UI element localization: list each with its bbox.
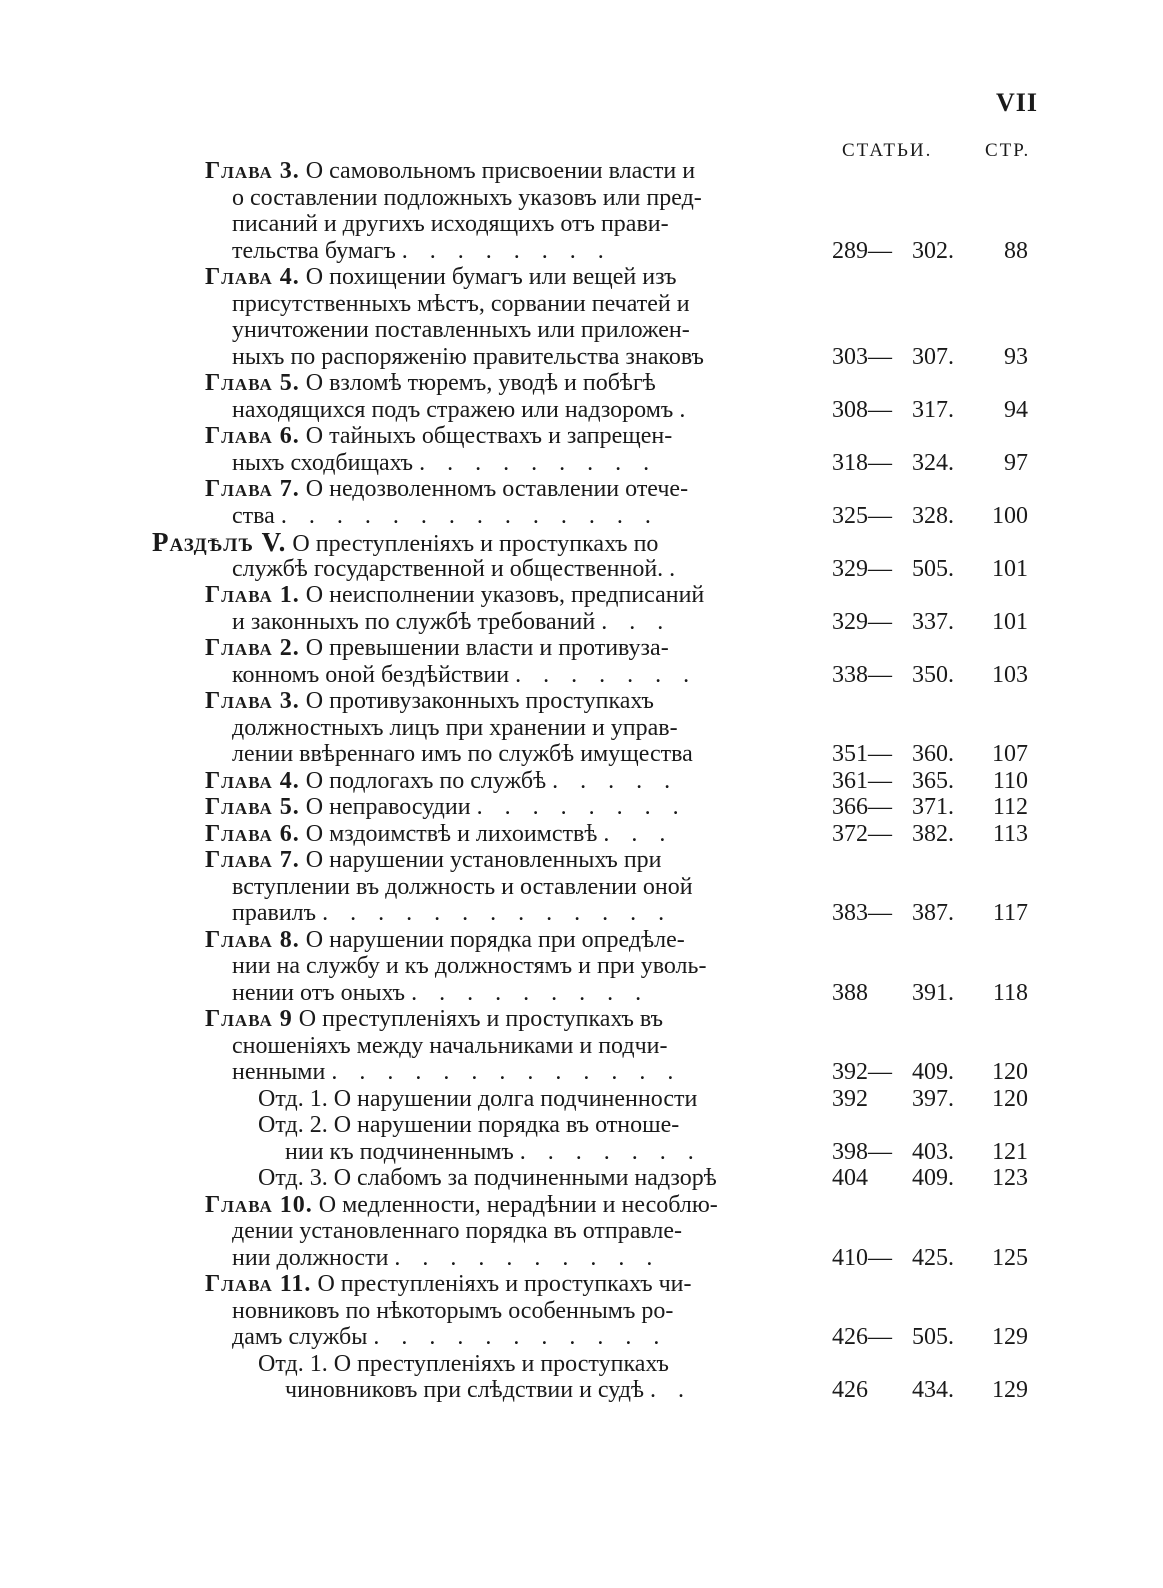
toc-line-text	[232, 1245, 798, 1272]
toc-line-text	[205, 847, 798, 874]
page-reference: 94	[1004, 396, 1028, 423]
toc-chapter-entry	[0, 370, 1163, 423]
toc-chapter-entry	[0, 794, 1163, 821]
entry-label: Глава 4.	[205, 767, 300, 794]
toc-line	[0, 1271, 1163, 1298]
toc-chapter-entry	[0, 821, 1163, 848]
article-range-start: 398—	[832, 1138, 892, 1165]
page-reference: 93	[1004, 343, 1028, 370]
entry-title-text: О подлогахъ по службѣ	[305, 767, 547, 794]
entry-title-text: О недозволенномъ оставлении отече-	[305, 476, 689, 502]
entry-title-text: О преступленіяхъ и проступкахъ	[333, 1350, 669, 1377]
toc-line	[0, 1112, 1163, 1139]
entry-title-text: тельства бумагъ	[232, 237, 396, 264]
entry-title-text: находящихся подъ стражею или надзоромъ .	[232, 396, 686, 423]
entry-label: Отд. 2.	[258, 1112, 328, 1138]
toc-line	[0, 397, 1163, 424]
toc-line	[0, 556, 1163, 583]
entry-title-text: О слабомъ за подчиненными надзорѣ	[333, 1165, 717, 1191]
article-range-start: 351—	[832, 741, 892, 767]
page-reference: 113	[992, 820, 1028, 847]
entry-title-text: О похищении бумагъ или вещей изъ	[305, 264, 677, 290]
article-range-end: 397.	[912, 1085, 954, 1112]
dot-leader: . . .	[603, 820, 674, 847]
toc-chapter-entry	[0, 1192, 1163, 1272]
toc-line	[0, 1086, 1163, 1113]
article-range-end: 328.	[912, 502, 954, 529]
article-range-start: 325—	[832, 502, 892, 529]
page-reference: 121	[992, 1138, 1028, 1165]
article-range-end: 371.	[912, 794, 954, 820]
toc-line	[0, 344, 1163, 371]
page-reference: 110	[992, 767, 1028, 794]
article-range-start: 289—	[832, 237, 892, 264]
entry-title-text: присутственныхъ мѣстъ, сорвании печатей и	[232, 290, 690, 317]
page-reference: 97	[1004, 449, 1028, 476]
entry-title-text: О превышении власти и противуза-	[305, 635, 669, 661]
toc-line	[0, 900, 1163, 927]
toc-subsection-entry	[0, 1165, 1163, 1192]
toc-line-text	[232, 874, 798, 901]
article-range-end: 409.	[912, 1059, 954, 1085]
toc-line	[0, 768, 1163, 795]
dot-leader: . . . . . . .	[515, 661, 698, 688]
entry-title-text: о составлении подложныхъ указовъ или пред-	[232, 184, 702, 211]
toc-subsection-entry	[0, 1086, 1163, 1113]
entry-title-text: новниковъ по нѣкоторымъ особеннымъ ро-	[232, 1297, 674, 1324]
article-range-end: 317.	[912, 396, 954, 423]
entry-title-text: О нарушении порядка въ отноше-	[333, 1112, 680, 1138]
page-reference: 129	[992, 1324, 1028, 1350]
toc-line-text	[232, 609, 798, 636]
toc-line-text	[232, 1324, 798, 1351]
page-reference: 120	[992, 1059, 1028, 1085]
toc-line-text	[232, 291, 798, 318]
toc-line	[0, 1139, 1163, 1166]
toc-section-entry	[0, 529, 1163, 582]
toc-line	[0, 211, 1163, 238]
page-number: VII	[995, 88, 1038, 117]
toc-line-text	[205, 423, 798, 450]
entry-label: Раздѣлъ V.	[152, 529, 287, 557]
article-range-start: 392	[832, 1085, 868, 1112]
article-range-end: 387.	[912, 900, 954, 926]
dot-leader: . .	[650, 1377, 692, 1403]
dot-leader: . . . . .	[552, 767, 679, 794]
entry-title-text: чиновниковъ при слѣдствии и судѣ	[285, 1377, 644, 1403]
toc-chapter-entry	[0, 423, 1163, 476]
entry-title-text: О противузаконныхъ проступкахъ	[305, 688, 654, 714]
article-range-start: 426	[832, 1377, 868, 1403]
article-range-end: 391.	[912, 979, 954, 1006]
toc-line	[0, 874, 1163, 901]
article-range-end: 302.	[912, 237, 954, 264]
dot-leader: . . . . . . . . . . . . .	[322, 900, 673, 926]
entry-title-text: уничтожении поставленныхъ или приложен-	[232, 317, 690, 343]
toc-line	[0, 953, 1163, 980]
dot-leader: . . . . . . . . . . . . . .	[280, 502, 659, 529]
toc-line	[0, 291, 1163, 318]
toc-line-text	[232, 980, 798, 1007]
entry-label: Отд. 1.	[258, 1085, 328, 1112]
article-range-end: 365.	[912, 767, 954, 794]
toc-line-text	[205, 1006, 798, 1033]
toc-line-text	[258, 1351, 798, 1378]
article-range-end: 409.	[912, 1165, 954, 1191]
toc-line-text	[205, 476, 798, 503]
entry-title-text: О нарушении долга подчиненности	[333, 1085, 698, 1112]
toc-line-text	[258, 1086, 798, 1113]
toc-line-text	[232, 741, 798, 768]
dot-leader: . . . . . . . . .	[411, 979, 650, 1006]
toc-line-text	[232, 238, 798, 265]
toc-line-text	[232, 662, 798, 689]
article-range-start: 404	[832, 1165, 868, 1191]
toc-line	[0, 1059, 1163, 1086]
dot-leader: . . . . . . . .	[476, 794, 687, 820]
toc-line-text	[205, 1271, 798, 1298]
entry-label: Глава 5.	[205, 370, 300, 396]
entry-title-text: О неисполнении указовъ, предписаний	[305, 582, 705, 608]
toc-line	[0, 688, 1163, 715]
toc-line-text	[232, 715, 798, 742]
toc-line	[0, 635, 1163, 662]
entry-title-text: ненными	[232, 1059, 326, 1085]
toc-line	[0, 158, 1163, 185]
article-range-start: 383—	[832, 900, 892, 926]
toc-line	[0, 1006, 1163, 1033]
toc-line-text	[258, 1165, 798, 1192]
article-range-start: 308—	[832, 396, 892, 423]
entry-label: Глава 2.	[205, 635, 300, 661]
toc-line-text	[258, 1112, 798, 1139]
entry-label: Глава 10.	[205, 1191, 313, 1218]
dot-leader: . . . . . . . . . . . . .	[331, 1059, 682, 1085]
toc-line-text	[232, 317, 798, 344]
page-reference: 101	[992, 555, 1028, 582]
entry-label: Глава 4.	[205, 264, 300, 290]
toc-chapter-entry	[0, 476, 1163, 529]
toc-line-text	[205, 264, 798, 291]
toc-chapter-entry	[0, 264, 1163, 370]
page-reference: 117	[992, 900, 1028, 926]
entry-title-text: дении установленнаго порядка въ отправле-	[232, 1218, 683, 1244]
article-range-start: 410—	[832, 1244, 892, 1271]
toc-line-text	[232, 556, 798, 583]
article-range-end: 307.	[912, 343, 954, 370]
entry-title-text: О преступленіяхъ и проступкахъ по	[292, 531, 659, 557]
article-range-start: 388	[832, 979, 868, 1006]
entry-title-text: О медленности, нерадѣнии и несоблю-	[318, 1191, 718, 1218]
table-of-contents	[0, 158, 1163, 1404]
toc-line	[0, 794, 1163, 821]
toc-line	[0, 609, 1163, 636]
toc-chapter-entry	[0, 688, 1163, 768]
toc-line-text	[205, 821, 798, 848]
article-range-end: 324.	[912, 449, 954, 476]
toc-chapter-entry	[0, 582, 1163, 635]
entry-title-text: ныхъ сходбищахъ	[232, 449, 414, 476]
entry-title-text: сношеніяхъ между начальниками и подчи-	[232, 1032, 668, 1059]
toc-line	[0, 1351, 1163, 1378]
page-reference: 107	[992, 741, 1028, 767]
toc-chapter-entry	[0, 1271, 1163, 1351]
article-range-end: 360.	[912, 741, 954, 767]
entry-title-text: нии къ подчиненнымъ	[285, 1138, 514, 1165]
toc-line-text	[152, 529, 798, 558]
toc-chapter-entry	[0, 1006, 1163, 1086]
entry-title-text: нии на службу и къ должностямъ и при уволь-	[232, 953, 707, 979]
toc-line	[0, 582, 1163, 609]
entry-title-text: дамъ службы	[232, 1324, 368, 1350]
column-header-pages: СТР.	[985, 140, 1031, 161]
toc-line-text	[205, 927, 798, 954]
dot-leader: . . . . . . . . .	[419, 449, 658, 476]
toc-chapter-entry	[0, 158, 1163, 264]
dot-leader: .	[669, 555, 684, 582]
toc-line-text	[232, 1059, 798, 1086]
entry-label: Отд. 1.	[258, 1350, 328, 1377]
toc-line	[0, 450, 1163, 477]
entry-label: Глава 6.	[205, 820, 300, 847]
toc-line-text	[232, 1218, 798, 1245]
entry-label: Глава 11.	[205, 1271, 312, 1297]
toc-chapter-entry	[0, 768, 1163, 795]
entry-title-text: ныхъ по распоряженію правительства знаковъ	[232, 343, 704, 370]
entry-label: Глава 1.	[205, 582, 300, 608]
article-range-end: 425.	[912, 1244, 954, 1271]
toc-line-text	[205, 582, 798, 609]
toc-line-text	[205, 794, 798, 821]
toc-chapter-entry	[0, 927, 1163, 1007]
column-header-articles: СТАТЬИ.	[842, 140, 933, 161]
article-range-end: 505.	[912, 1324, 954, 1350]
toc-line	[0, 476, 1163, 503]
article-range-end: 434.	[912, 1377, 954, 1403]
toc-line-text	[205, 688, 798, 715]
page-reference: 103	[992, 661, 1028, 688]
page-reference: 88	[1004, 237, 1028, 264]
toc-line	[0, 1324, 1163, 1351]
entry-title-text: лении ввѣреннаго имъ по службѣ имущества	[232, 741, 693, 767]
page-reference: 120	[992, 1085, 1028, 1112]
toc-line-text	[232, 185, 798, 212]
page-reference: 125	[992, 1244, 1028, 1271]
page-reference: 123	[992, 1165, 1028, 1191]
entry-title-text: О неправосудии	[305, 794, 471, 820]
toc-line	[0, 1192, 1163, 1219]
entry-label: Глава 7.	[205, 476, 300, 502]
toc-line	[0, 503, 1163, 530]
toc-line-text	[285, 1139, 798, 1166]
article-range-end: 350.	[912, 661, 954, 688]
article-range-start: 426—	[832, 1324, 892, 1350]
article-range-start: 372—	[832, 820, 892, 847]
page-reference: 100	[992, 502, 1028, 529]
page-reference: 129	[992, 1377, 1028, 1403]
article-range-start: 318—	[832, 449, 892, 476]
entry-title-text: О мздоимствѣ и лихоимствѣ	[305, 820, 598, 847]
toc-line	[0, 821, 1163, 848]
page-reference: 112	[992, 794, 1028, 820]
entry-label: Глава 8.	[205, 926, 300, 953]
toc-line-text	[232, 450, 798, 477]
entry-title-text: О преступленіяхъ и проступкахъ чи-	[317, 1271, 692, 1297]
toc-line	[0, 238, 1163, 265]
toc-line-text	[232, 344, 798, 371]
entry-title-text: О взломѣ тюремъ, уводѣ и побѣгѣ	[305, 370, 656, 396]
article-range-end: 403.	[912, 1138, 954, 1165]
entry-title-text: О нарушении порядка при опредѣле-	[305, 926, 685, 953]
article-range-start: 329—	[832, 555, 892, 582]
toc-line	[0, 847, 1163, 874]
article-range-start: 329—	[832, 608, 892, 635]
toc-line-text	[232, 953, 798, 980]
toc-line	[0, 423, 1163, 450]
entry-label: Глава 7.	[205, 847, 300, 873]
article-range-end: 505.	[912, 555, 954, 582]
entry-title-text: О преступленіяхъ и проступкахъ въ	[298, 1006, 664, 1032]
toc-line-text	[232, 503, 798, 530]
toc-line-text	[205, 768, 798, 795]
toc-line	[0, 370, 1163, 397]
entry-title-text: нении отъ оныхъ	[232, 979, 406, 1006]
dot-leader: . . .	[601, 608, 672, 635]
entry-title-text: нии должности	[232, 1244, 389, 1271]
entry-title-text: должностныхъ лицъ при хранении и управ-	[232, 714, 678, 741]
article-range-start: 392—	[832, 1059, 892, 1085]
toc-line	[0, 741, 1163, 768]
toc-chapter-entry	[0, 847, 1163, 927]
toc-line	[0, 715, 1163, 742]
entry-label: Отд. 3.	[258, 1165, 328, 1191]
toc-subsection-entry	[0, 1112, 1163, 1165]
toc-line	[0, 317, 1163, 344]
entry-title-text: службѣ государственной и общественной.	[232, 555, 664, 582]
toc-chapter-entry	[0, 635, 1163, 688]
entry-label: Глава 6.	[205, 423, 300, 449]
article-range-start: 361—	[832, 767, 892, 794]
entry-title-text: ства	[232, 502, 275, 529]
toc-line	[0, 264, 1163, 291]
toc-line-text	[232, 1298, 798, 1325]
toc-line-text	[232, 1033, 798, 1060]
toc-line-text	[205, 158, 798, 185]
toc-line	[0, 662, 1163, 689]
toc-subsection-entry	[0, 1351, 1163, 1404]
article-range-end: 382.	[912, 820, 954, 847]
entry-label: Глава 3.	[205, 158, 300, 184]
toc-line-text	[205, 635, 798, 662]
toc-line-text	[232, 397, 798, 424]
entry-title-text: вступлении въ должность и оставлении оной	[232, 873, 693, 900]
entry-title-text: конномъ оной бездѣйствии	[232, 661, 510, 688]
toc-line-text	[232, 211, 798, 238]
entry-title-text: О тайныхъ обществахъ и запрещен-	[305, 423, 673, 449]
entry-title-text: правилъ	[232, 900, 317, 926]
toc-line	[0, 927, 1163, 954]
toc-line	[0, 1033, 1163, 1060]
toc-line	[0, 185, 1163, 212]
dot-leader: . . . . . . . .	[401, 237, 612, 264]
entry-label: Глава 9	[205, 1006, 293, 1032]
entry-title-text: и законныхъ по службѣ требований	[232, 608, 596, 635]
toc-line-text	[205, 370, 798, 397]
entry-label: Глава 5.	[205, 794, 300, 820]
entry-title-text: О самовольномъ присвоении власти и	[305, 158, 696, 184]
toc-line-text	[205, 1192, 798, 1219]
page-reference: 118	[992, 979, 1028, 1006]
entry-title-text: О нарушении установленныхъ при	[305, 847, 662, 873]
toc-line	[0, 1298, 1163, 1325]
article-range-end: 337.	[912, 608, 954, 635]
article-range-start: 303—	[832, 343, 892, 370]
toc-line	[0, 980, 1163, 1007]
toc-line	[0, 529, 1163, 556]
dot-leader: . . . . . . .	[519, 1138, 702, 1165]
article-range-start: 366—	[832, 794, 892, 820]
entry-title-text: писаний и другихъ исходящихъ отъ прави-	[232, 211, 669, 237]
toc-line	[0, 1377, 1163, 1404]
toc-line-text	[285, 1377, 798, 1404]
dot-leader: . . . . . . . . . .	[394, 1244, 661, 1271]
article-range-start: 338—	[832, 661, 892, 688]
toc-line	[0, 1218, 1163, 1245]
toc-line	[0, 1165, 1163, 1192]
entry-label: Глава 3.	[205, 688, 300, 714]
toc-line-text	[232, 900, 798, 927]
dot-leader: . . . . . . . . . . .	[373, 1324, 668, 1350]
toc-line	[0, 1245, 1163, 1272]
page-reference: 101	[992, 608, 1028, 635]
